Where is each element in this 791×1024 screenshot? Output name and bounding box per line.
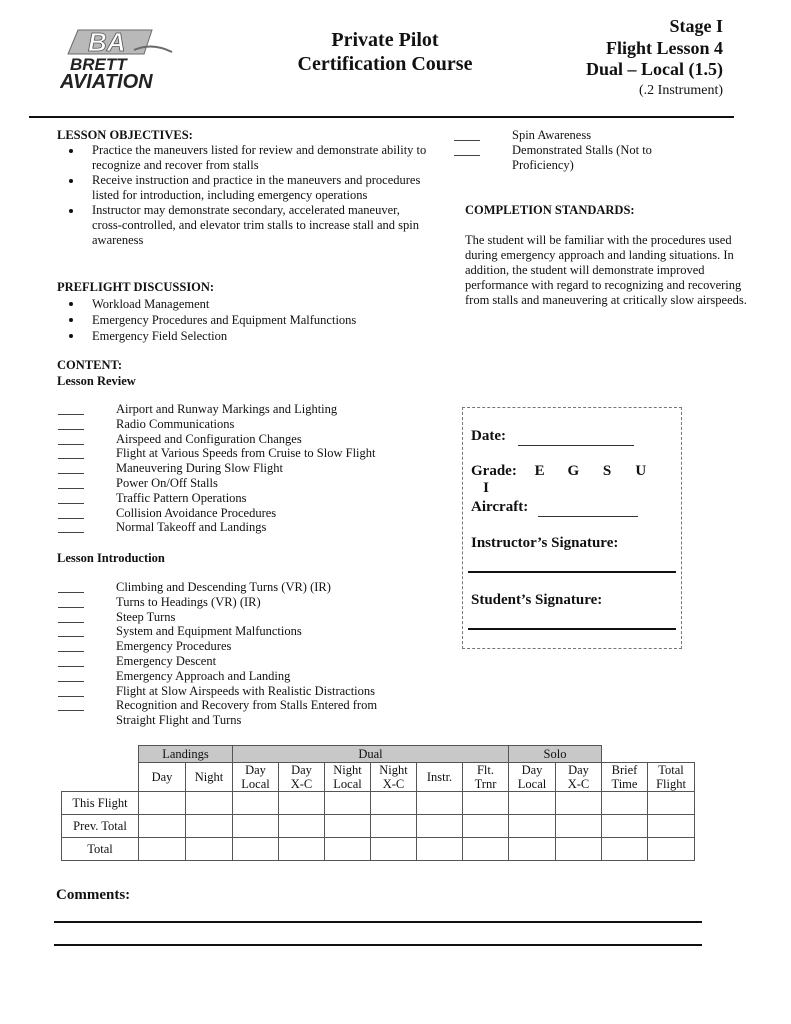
- group-dual: Dual: [233, 746, 509, 763]
- col-solo-day-local: Day Local: [509, 763, 556, 792]
- lesson-introduction-list: [58, 580, 398, 728]
- cell[interactable]: [186, 838, 233, 861]
- objective-item: Instructor may demonstrate secondary, accelerated maneuver, cross-controlled, and elevator trim stalls to increase stall and spin awareness: [57, 203, 427, 248]
- date-field[interactable]: [518, 428, 634, 446]
- cell[interactable]: [325, 838, 371, 861]
- cell[interactable]: [233, 815, 279, 838]
- grade-label: Grade:: [471, 463, 517, 479]
- cell[interactable]: [509, 792, 556, 815]
- cell[interactable]: [509, 815, 556, 838]
- intro-item: Emergency Approach and Landing: [58, 669, 398, 684]
- checkoff-blank[interactable]: [58, 429, 84, 430]
- intro-item: Climbing and Descending Turns (VR) (IR): [58, 580, 398, 595]
- lesson-type: Dual – Local (1.5): [586, 59, 723, 79]
- review-item: Maneuvering During Slow Flight: [58, 461, 428, 476]
- col-dual-instr: Instr.: [417, 763, 463, 792]
- lesson-review-heading: Lesson Review: [57, 374, 136, 388]
- course-title: [270, 28, 500, 76]
- cell[interactable]: [509, 838, 556, 861]
- checkoff-blank[interactable]: [454, 140, 480, 141]
- row-total: [62, 838, 695, 861]
- review-item: Airspeed and Configuration Changes: [58, 432, 428, 447]
- instrument-time: (.2 Instrument): [639, 82, 723, 98]
- right-item: Demonstrated Stalls (Not to Proficiency): [454, 143, 674, 173]
- content-section: [57, 358, 136, 389]
- course-title-line2: Certification Course: [297, 53, 473, 75]
- col-landings-night: Night: [186, 763, 233, 792]
- row-prev-total: [62, 815, 695, 838]
- date-row: [471, 428, 634, 446]
- group-landings: Landings: [139, 746, 233, 763]
- col-dual-flt-trnr: Flt. Trnr: [463, 763, 509, 792]
- lesson-objectives-section: [57, 128, 427, 248]
- checkoff-blank[interactable]: [454, 155, 480, 156]
- col-brief-time: Brief Time: [602, 763, 648, 792]
- cell[interactable]: [602, 838, 648, 861]
- review-item: Power On/Off Stalls: [58, 476, 428, 491]
- aircraft-label: Aircraft:: [471, 499, 529, 515]
- checkoff-blank[interactable]: [58, 532, 84, 533]
- logo-monogram: BA: [88, 27, 126, 57]
- cell[interactable]: [371, 815, 417, 838]
- review-item: Airport and Runway Markings and Lighting: [58, 402, 428, 417]
- grade-option-e[interactable]: E: [534, 463, 545, 479]
- lesson-review-list: [58, 402, 428, 535]
- row-this-flight: [62, 792, 695, 815]
- row-label: Total: [62, 838, 139, 861]
- checkoff-blank[interactable]: [58, 518, 84, 519]
- checkoff-blank[interactable]: [58, 488, 84, 489]
- checkoff-blank[interactable]: [58, 710, 84, 711]
- instructor-signature-label: Instructor’s Signature:: [471, 535, 619, 551]
- cell[interactable]: [417, 838, 463, 861]
- checkoff-blank[interactable]: [58, 444, 84, 445]
- lesson-objectives-heading: LESSON OBJECTIVES:: [57, 128, 193, 142]
- cell[interactable]: [279, 815, 325, 838]
- grade-option-s[interactable]: S: [602, 463, 612, 479]
- col-landings-day: Day: [139, 763, 186, 792]
- checkoff-blank[interactable]: [58, 666, 84, 667]
- checkoff-blank[interactable]: [58, 622, 84, 623]
- col-dual-night-local: Night Local: [325, 763, 371, 792]
- date-label: Date:: [471, 428, 506, 444]
- cell[interactable]: [417, 792, 463, 815]
- cell[interactable]: [463, 815, 509, 838]
- grade-option-g[interactable]: G: [567, 463, 580, 479]
- col-dual-day-local: Day Local: [233, 763, 279, 792]
- checkoff-blank[interactable]: [58, 696, 84, 697]
- cell[interactable]: [648, 815, 695, 838]
- cell[interactable]: [186, 815, 233, 838]
- checkoff-blank[interactable]: [58, 651, 84, 652]
- checkoff-blank[interactable]: [58, 473, 84, 474]
- course-title-line1: Private Pilot: [331, 29, 439, 51]
- cell[interactable]: [556, 792, 602, 815]
- content-heading: CONTENT:: [57, 358, 123, 372]
- checkoff-blank[interactable]: [58, 681, 84, 682]
- completion-standards-section: [465, 203, 750, 308]
- aircraft-row: [471, 499, 638, 517]
- checkoff-blank[interactable]: [58, 414, 84, 415]
- review-item: Radio Communications: [58, 417, 428, 432]
- cell[interactable]: [556, 838, 602, 861]
- header-divider: [29, 116, 734, 118]
- objective-item: Receive instruction and practice in the maneuvers and procedures listed for introduction, including emergency operations: [57, 173, 427, 203]
- review-item: Traffic Pattern Operations: [58, 491, 428, 506]
- col-total-flight: Total Flight: [648, 763, 695, 792]
- cell[interactable]: [602, 815, 648, 838]
- lesson-label: Flight Lesson 4: [605, 37, 723, 58]
- cell[interactable]: [139, 792, 186, 815]
- completion-text: The student will be familiar with the procedures used during emergency approach and landing situations. In addition, the student will demonstrate improved performance with regard to recognizing and recovering from stalls and maneuvering at critically slow airspeeds.: [465, 233, 747, 307]
- comments-label: Comments:: [56, 887, 131, 903]
- preflight-item: Workload Management: [57, 296, 427, 312]
- cell[interactable]: [325, 792, 371, 815]
- col-solo-day-xc: Day X-C: [556, 763, 602, 792]
- student-signature-label: Student’s Signature:: [471, 592, 603, 608]
- additional-items-list: [454, 128, 674, 172]
- review-item: Collision Avoidance Procedures: [58, 506, 428, 521]
- cell[interactable]: [186, 792, 233, 815]
- review-item: Normal Takeoff and Landings: [58, 520, 428, 535]
- right-item: Spin Awareness: [454, 128, 674, 143]
- cell[interactable]: [648, 838, 695, 861]
- row-label: Prev. Total: [62, 815, 139, 838]
- grade-option-i[interactable]: I: [483, 480, 489, 496]
- cell[interactable]: [648, 792, 695, 815]
- row-label: This Flight: [62, 792, 139, 815]
- cell[interactable]: [233, 792, 279, 815]
- intro-item: Turns to Headings (VR) (IR): [58, 595, 398, 610]
- cell[interactable]: [417, 815, 463, 838]
- instructor-signature-line[interactable]: [468, 571, 676, 573]
- group-solo: Solo: [509, 746, 602, 763]
- cell[interactable]: [325, 815, 371, 838]
- preflight-discussion-section: [57, 280, 427, 344]
- col-dual-night-xc: Night X-C: [371, 763, 417, 792]
- cell[interactable]: [233, 838, 279, 861]
- objective-item: Practice the maneuvers listed for review and demonstrate ability to recognize and recover from stalls: [57, 143, 427, 173]
- intro-item: Flight at Slow Airspeeds with Realistic Distractions: [58, 684, 398, 699]
- preflight-heading: PREFLIGHT DISCUSSION:: [57, 280, 215, 294]
- lesson-introduction-heading: Lesson Introduction: [57, 551, 165, 565]
- intro-item: Emergency Procedures: [58, 639, 398, 654]
- grade-box: [462, 407, 682, 649]
- intro-item: Steep Turns: [58, 610, 398, 625]
- cell[interactable]: [279, 792, 325, 815]
- cell[interactable]: [371, 792, 417, 815]
- flight-log-table: [61, 745, 695, 861]
- preflight-item: Emergency Field Selection: [57, 328, 427, 344]
- checkoff-blank[interactable]: [58, 503, 84, 504]
- intro-item: System and Equipment Malfunctions: [58, 624, 398, 639]
- grade-row: [471, 463, 681, 497]
- intro-item: Recognition and Recovery from Stalls Entered from Straight Flight and Turns: [58, 698, 398, 728]
- checkoff-blank[interactable]: [58, 607, 84, 608]
- cell[interactable]: [371, 838, 417, 861]
- checkoff-blank[interactable]: [58, 636, 84, 637]
- review-item: Flight at Various Speeds from Cruise to Slow Flight: [58, 446, 428, 461]
- col-dual-day-xc: Day X-C: [279, 763, 325, 792]
- comment-line[interactable]: [54, 944, 702, 946]
- student-signature-line[interactable]: [468, 628, 676, 630]
- checkoff-blank[interactable]: [58, 458, 84, 459]
- lesson-identifier: [586, 16, 723, 101]
- cell[interactable]: [463, 838, 509, 861]
- logo-line2: AVIATION: [60, 71, 153, 92]
- brett-aviation-logo: [60, 26, 200, 92]
- stage-label: Stage I: [669, 16, 723, 36]
- preflight-item: Emergency Procedures and Equipment Malfunctions: [57, 312, 427, 328]
- grade-option-u[interactable]: U: [635, 463, 647, 479]
- logo-line1: BRETT: [70, 55, 127, 74]
- cell[interactable]: [279, 838, 325, 861]
- completion-heading: COMPLETION STANDARDS:: [465, 203, 635, 217]
- intro-item: Emergency Descent: [58, 654, 398, 669]
- comment-line[interactable]: [54, 921, 702, 923]
- cell[interactable]: [602, 792, 648, 815]
- cell[interactable]: [556, 815, 602, 838]
- cell[interactable]: [463, 792, 509, 815]
- cell[interactable]: [139, 838, 186, 861]
- checkoff-blank[interactable]: [58, 592, 84, 593]
- aircraft-field[interactable]: [538, 499, 638, 517]
- cell[interactable]: [139, 815, 186, 838]
